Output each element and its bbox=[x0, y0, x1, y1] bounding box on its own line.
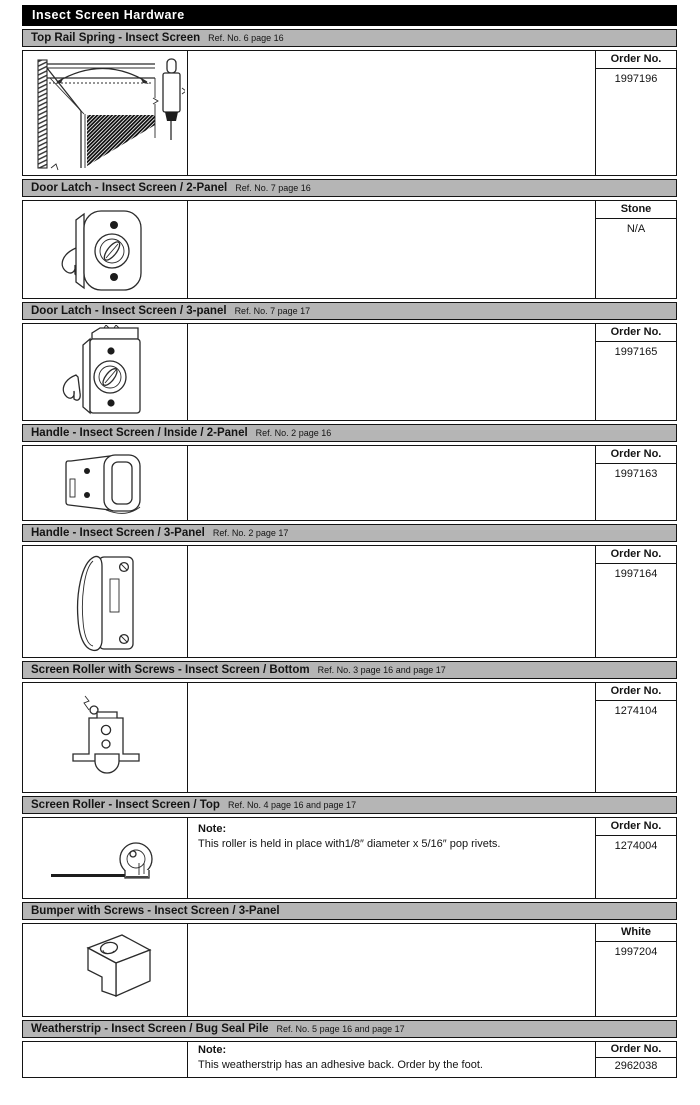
description-cell bbox=[187, 201, 596, 298]
section-title: Door Latch - Insect Screen / 3-panel bbox=[31, 305, 227, 317]
order-column-header: Order No. bbox=[596, 546, 676, 564]
note-title: Note: bbox=[198, 823, 227, 835]
section-header-weatherstrip bbox=[22, 1020, 677, 1038]
order-column-header: Order No. bbox=[596, 324, 676, 342]
section-header-handle-2panel bbox=[22, 424, 677, 442]
section-ref: Ref. No. 7 page 16 bbox=[235, 183, 311, 193]
order-column bbox=[596, 924, 676, 1016]
description-cell bbox=[187, 818, 596, 898]
section-title: Weatherstrip - Insect Screen / Bug Seal Pile bbox=[31, 1023, 269, 1035]
part-image-cell bbox=[23, 546, 187, 657]
part-image-cell bbox=[23, 51, 187, 175]
section-header-door-latch-3panel bbox=[22, 302, 677, 320]
section-header-door-latch-2panel bbox=[22, 179, 677, 197]
order-column-header: Order No. bbox=[596, 683, 676, 701]
order-column-header: Order No. bbox=[596, 818, 676, 836]
description-cell bbox=[187, 324, 596, 420]
section-title: Bumper with Screws - Insect Screen / 3-Panel bbox=[31, 905, 280, 917]
description-cell bbox=[187, 1042, 596, 1077]
order-number: 1997163 bbox=[614, 468, 658, 480]
order-number: 1997165 bbox=[614, 346, 658, 358]
section-title: Screen Roller - Insect Screen / Top bbox=[31, 799, 220, 811]
part-image-cell bbox=[23, 924, 187, 1016]
order-column-header: Order No. bbox=[596, 51, 676, 69]
order-number: N/A bbox=[626, 223, 646, 235]
part-image-cell bbox=[23, 446, 187, 520]
description-cell bbox=[187, 546, 596, 657]
part-image-cell bbox=[23, 324, 187, 420]
section-ref: Ref. No. 2 page 17 bbox=[212, 528, 289, 538]
top-rail-spring-diagram bbox=[25, 54, 185, 172]
part-image-cell bbox=[23, 683, 187, 792]
order-column-header: Order No. bbox=[596, 1042, 676, 1058]
section-title: Top Rail Spring - Insect Screen bbox=[31, 32, 201, 44]
table-row bbox=[22, 682, 677, 793]
order-column-header: Order No. bbox=[596, 446, 676, 464]
page-title: Insect Screen Hardware bbox=[22, 5, 677, 26]
note-title: Note: bbox=[198, 1044, 227, 1056]
order-column-header: Stone bbox=[596, 201, 676, 219]
table-row bbox=[22, 1041, 677, 1078]
screen-roller-top-diagram bbox=[47, 823, 163, 893]
order-column bbox=[596, 683, 676, 792]
table-row bbox=[22, 323, 677, 421]
table-row bbox=[22, 445, 677, 521]
order-column bbox=[596, 51, 676, 175]
table-row bbox=[22, 923, 677, 1017]
order-number: 2962038 bbox=[614, 1060, 658, 1072]
note-text: This weatherstrip has an adhesive back. Order by the foot. bbox=[198, 1059, 483, 1071]
description-cell bbox=[187, 924, 596, 1016]
section-header-handle-3panel bbox=[22, 524, 677, 542]
order-column bbox=[596, 324, 676, 420]
section-ref: Ref. No. 6 page 16 bbox=[208, 33, 284, 43]
order-number: 1997204 bbox=[614, 946, 658, 958]
order-column bbox=[596, 201, 676, 298]
order-column bbox=[596, 446, 676, 520]
handle-2panel-diagram bbox=[46, 449, 164, 517]
note-text: This roller is held in place with1/8″ diameter x 5/16″ pop rivets. bbox=[198, 838, 501, 850]
table-row bbox=[22, 545, 677, 658]
description-cell bbox=[187, 683, 596, 792]
section-title: Handle - Insect Screen / Inside / 2-Panel bbox=[31, 427, 248, 439]
order-column bbox=[596, 818, 676, 898]
part-image-cell bbox=[23, 201, 187, 298]
section-ref: Ref. No. 4 page 16 and page 17 bbox=[227, 800, 357, 810]
section-ref: Ref. No. 3 page 16 and page 17 bbox=[317, 665, 446, 675]
order-number: 1274104 bbox=[614, 705, 658, 717]
table-row bbox=[22, 817, 677, 899]
order-column bbox=[596, 1042, 676, 1077]
table-row bbox=[22, 50, 677, 176]
description-cell bbox=[187, 51, 596, 175]
section-title: Door Latch - Insect Screen / 2-Panel bbox=[31, 182, 228, 194]
table-row bbox=[22, 200, 677, 299]
order-number: 1997196 bbox=[614, 73, 658, 85]
handle-3panel-diagram bbox=[61, 549, 149, 655]
section-ref: Ref. No. 5 page 16 and page 17 bbox=[276, 1024, 405, 1034]
order-number: 1274004 bbox=[614, 840, 658, 852]
order-number: 1997164 bbox=[614, 568, 658, 580]
order-column bbox=[596, 546, 676, 657]
bumper-diagram bbox=[52, 926, 158, 1014]
section-ref: Ref. No. 7 page 17 bbox=[234, 306, 311, 316]
order-column-header: White bbox=[596, 924, 676, 942]
section-header-screen-roller-bottom bbox=[22, 661, 677, 679]
part-image-cell bbox=[23, 818, 187, 898]
catalog-page bbox=[22, 5, 677, 1078]
door-latch-2panel-diagram bbox=[50, 204, 160, 296]
section-header-screen-roller-top bbox=[22, 796, 677, 814]
section-title: Handle - Insect Screen / 3-Panel bbox=[31, 527, 205, 539]
section-ref: Ref. No. 2 page 16 bbox=[255, 428, 332, 438]
section-header-top-rail-spring bbox=[22, 29, 677, 47]
section-title: Screen Roller with Screws - Insect Screen / Bottom bbox=[31, 664, 310, 676]
part-image-cell bbox=[23, 1042, 187, 1077]
screen-roller-bottom-diagram bbox=[61, 688, 149, 788]
description-cell bbox=[187, 446, 596, 520]
section-header-bumper bbox=[22, 902, 677, 920]
door-latch-3panel-diagram bbox=[50, 325, 160, 419]
